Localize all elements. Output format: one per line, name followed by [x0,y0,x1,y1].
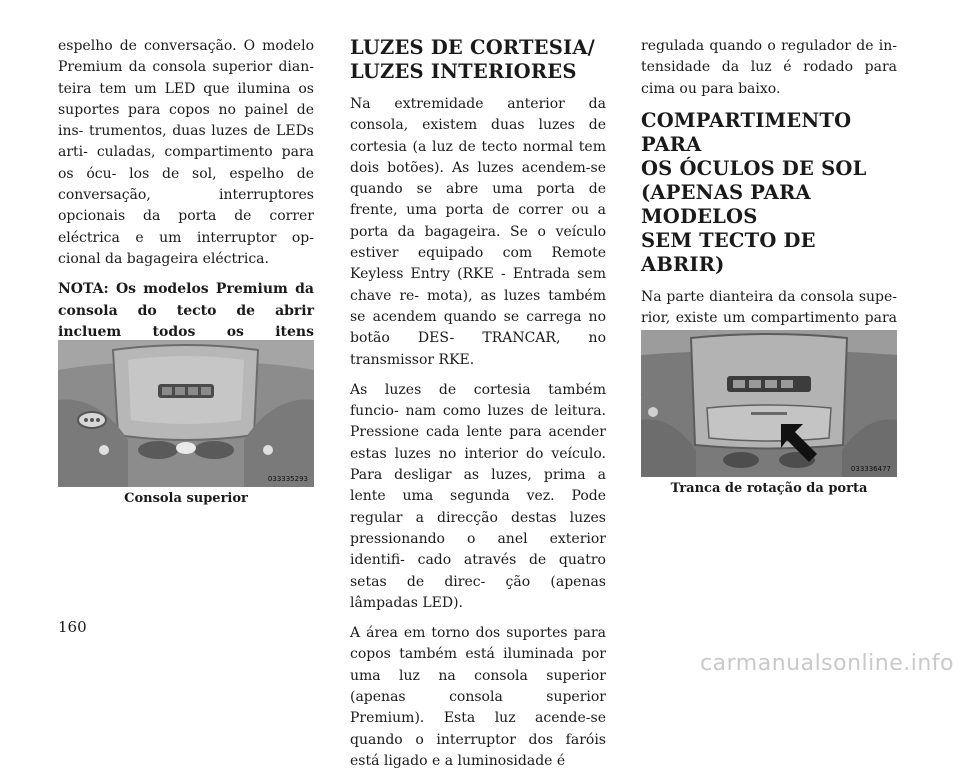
overhead-console-illustration [58,340,314,487]
watermark: carmanualsonline.info [700,651,954,676]
figure-door-latch [641,330,897,496]
figure-caption: Consola superior [124,491,248,506]
figure-code: 033336477 [850,465,891,473]
paragraph: espelho de conversação. O modelo Premium da consola superior dian- teira tem um LED que ilumina os suportes para copos no painel de ins- trumentos, duas luzes de LEDs arti- culadas, compartimento para os ócu- los de sol, espelho de conversação, interruptores opcionais da porta de correr eléctrica e um interruptor op- cional da bagageira eléctrica. [58,38,314,267]
paragraph: Na parte dianteira da consola supe- rior, existe um compartimento para [641,288,897,327]
column-2 [350,36,606,781]
page-number: 160 [58,618,87,636]
door-latch-illustration [641,330,897,477]
overhead-console-photo [58,340,314,487]
paragraph: As luzes de cortesia também funcio- nam como luzes de leitura. Pressione cada lente para acender estas luzes no interior do veículo. Para desligar as luzes, prima a lente uma segunda vez. Pode regular a direcção destas luzes pressionando o anel exterior identifi- cado através de quatro setas de direc- ção (apenas lâmpadas LED). [350,381,606,611]
section-heading-courtesy-lights: LUZES DE CORTESIA/ LUZES INTERIORES [350,36,595,83]
door-latch-photo [641,330,897,477]
paragraph: Na extremidade anterior da consola, existem duas luzes de cortesia (a luz de tecto normal tem dois botões). As luzes acendem-se quando se abre uma porta de frente, uma porta de correr ou a porta da bagageira. Se o veículo estiver equipado com Remote Keyless Entry (RKE - Entrada sem chave re- mota), as luzes também se acendem quando se carrega no botão DES- TRANCAR, no transmissor RKE. [350,96,606,368]
figure-overhead-console [58,340,314,506]
section-heading-sunglasses-compartment: COMPARTIMENTO PARA OS ÓCULOS DE SOL (APENAS PARA MODELOS SEM TECTO DE ABRIR) [641,108,867,276]
figure-code: 033335293 [267,475,308,483]
paragraph: A área em torno dos suportes para copos também está iluminada por uma luz na consola superior (apenas consola superior Premium). Esta luz acende-se quando o interruptor dos faróis está ligado e a luminosidade é [350,625,606,769]
note-paragraph: NOTA: Os modelos Premium da consola do tecto de abrir incluem todos os itens [58,281,314,340]
paragraph: regulada quando o regulador de in- tensidade da luz é rodado para cima ou para baixo. [641,38,897,97]
figure-caption: Tranca de rotação da porta [670,481,868,496]
